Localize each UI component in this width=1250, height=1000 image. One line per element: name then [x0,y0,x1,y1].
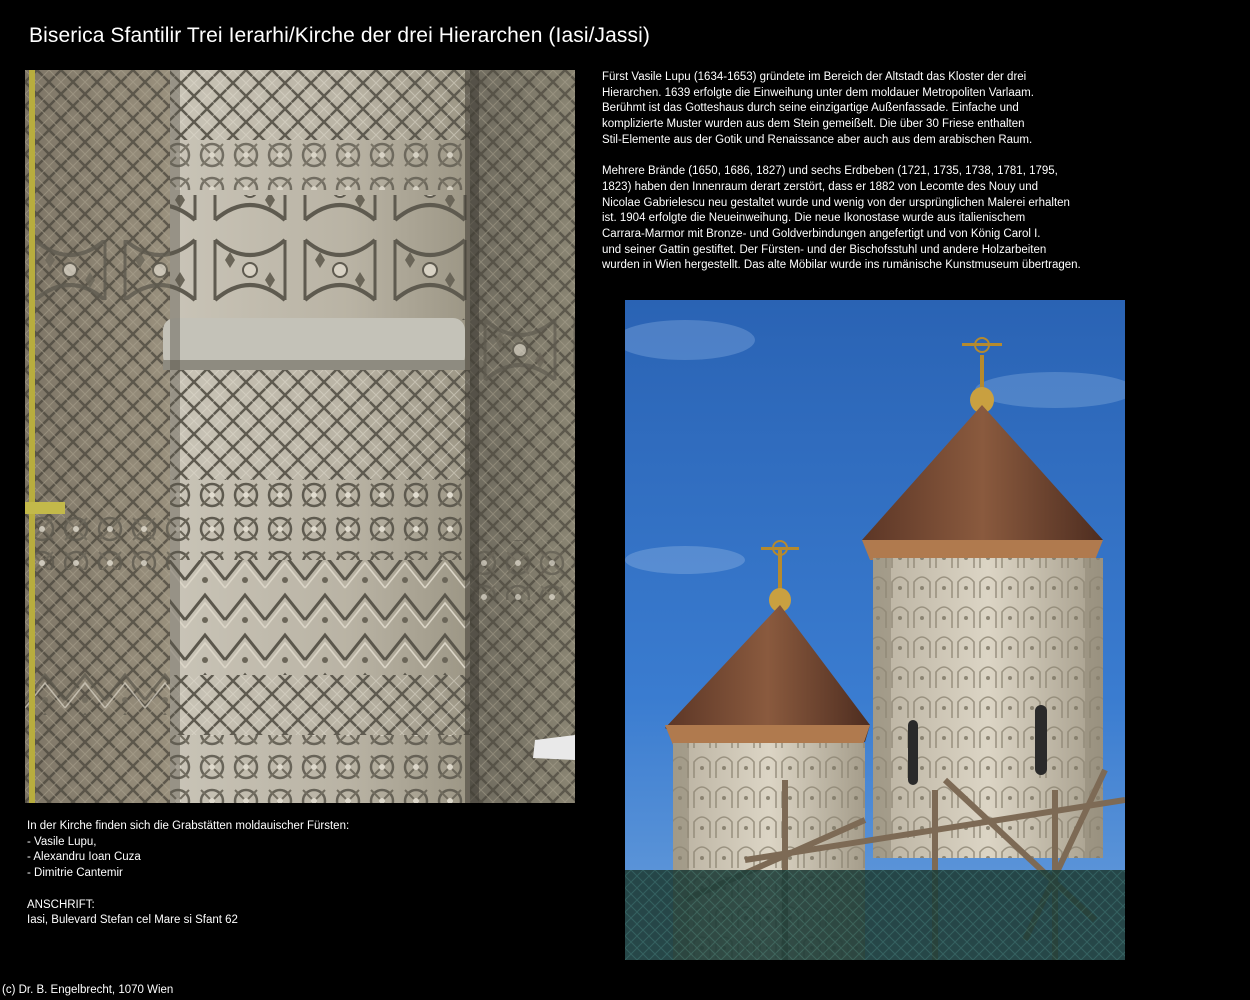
history-line: Nicolae Gabrielescu neu gestaltet wurde und wenig von der ursprünglichen Malerei erhalten [602,196,1070,209]
grave-item: - Alexandru Ioan Cuza [27,851,141,864]
address-label: ANSCHRIFT: [27,898,95,911]
facade-carving-photo [25,70,575,803]
history-line: ist. 1904 erfolgte die Neueinweihung. Die neue Ikonostase wurde aus italienischem [602,212,1026,225]
history-line: Berühmt ist das Gotteshaus durch seine einzigartige Außenfassade. Einfache und [602,102,1019,115]
copyright-footer: (c) Dr. B. Engelbrecht, 1070 Wien [2,984,174,996]
history-line: Fürst Vasile Lupu (1634-1653) gründete im Bereich der Altstadt das Kloster der drei [602,71,1027,83]
graves-intro: In der Kirche finden sich die Grabstätten moldauischer Fürsten: [27,820,350,832]
paragraph-gap [27,882,349,898]
grave-item: - Dimitrie Cantemir [27,867,123,880]
address-text: Iasi, Bulevard Stefan cel Mare si Sfant 62 [27,914,238,927]
history-line: Carrara-Marmor mit Bronze- und Goldverbindungen angefertigt und von König Carol I. [602,228,1041,241]
history-line: komplizierte Muster wurden aus dem Stein gemeißelt. Die über 30 Friese enthalten [602,118,1025,131]
history-line: und seiner Gattin gestiftet. Der Fürsten- und der Bischofsstuhl und andere Holzarbeiten [602,243,1047,256]
history-line: Stil-Elemente aus der Gotik und Renaissance aber auch aus dem arabischen Raum. [602,133,1033,146]
history-line: Hierarchen. 1639 erfolgte die Einweihung unter dem moldauer Metropoliten Varlaam. [602,86,1034,99]
page-title: Biserica Sfantilir Trei Ierarhi/Kirche der drei Hierarchen (Iasi/Jassi) [29,24,650,47]
history-text [602,70,1081,274]
graves-text [27,819,349,929]
history-line: wurden in Wien hergestellt. Das alte Möbilar wurde ins rumänische Kunstmuseum übertragen. [602,259,1081,272]
grave-item: - Vasile Lupu, [27,835,97,848]
church-towers-photo [625,300,1125,960]
history-line: 1823) haben den Innenraum derart zerstört, dass er 1882 von Lecomte des Nouy und [602,180,1038,193]
history-line: Mehrere Brände (1650, 1686, 1827) und sechs Erdbeben (1721, 1735, 1738, 1781, 1795, [602,165,1058,178]
paragraph-gap [602,149,1081,165]
